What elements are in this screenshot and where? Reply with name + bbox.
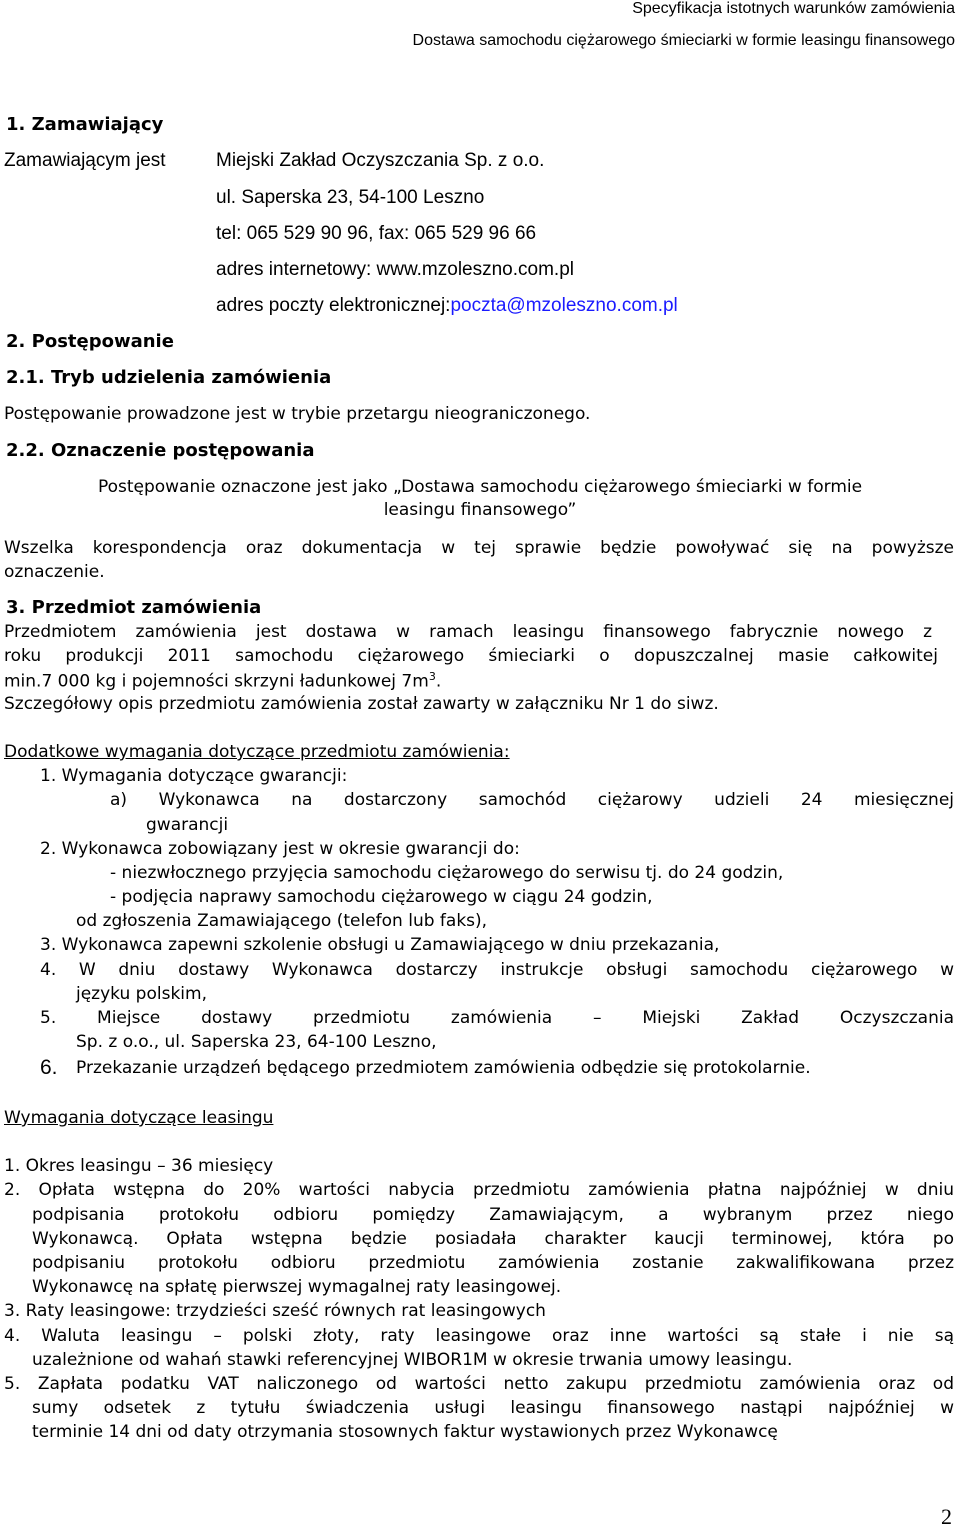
procedure-name-line1: Postępowanie oznaczone jest jako „Dostawa samochodu ciężarowego śmieciarki w formie [97, 477, 863, 497]
extra-item-4: 4. W dniu dostawy Wykonawca dostarczy instrukcje obsługi samochodu ciężarowego w [40, 960, 954, 980]
header-subtitle: Dostawa samochodu ciężarowego śmieciarki w formie leasingu finansowego [412, 32, 955, 49]
leasing-item-4-line2: uzależnione od wahań stawki referencyjnej WIBOR1M w okresie trwania umowy leasingu. [32, 1350, 793, 1370]
header-title: Specyfikacja istotnych warunków zamówienia [632, 0, 955, 17]
extra-item-2a: - niezwłocznego przyjęcia samochodu ciężarowego do serwisu tj. do 24 godzin, [110, 863, 784, 883]
leasing-item-2: 2. Opłata wstępna do 20% wartości nabycia przedmiotu zamówienia płatna najpóźniej w dniu [4, 1180, 954, 1200]
orderer-address: ul. Saperska 23, 54-100 Leszno [216, 187, 485, 208]
leasing-item-3: 3. Raty leasingowe: trzydzieści sześć równych rat leasingowych [4, 1301, 546, 1321]
section-3-heading: 3. Przedmiot zamówienia [6, 597, 262, 618]
correspondence-line1: Wszelka korespondencja oraz dokumentacja w tej sprawie będzie powoływać się na powyższe [4, 538, 954, 558]
section-2-1-text: Postępowanie prowadzone jest w trybie przetargu nieograniczonego. [4, 404, 591, 424]
section-2-1-heading: 2.1. Tryb udzielenia zamówienia [6, 367, 332, 388]
extra-item-1a-cont: gwarancji [146, 815, 229, 835]
leasing-item-2-line4: podpisaniu protokołu odbioru przedmiotu zamówienia zostanie zakwalifikowana przez [32, 1253, 954, 1273]
email-link[interactable]: poczta@mzoleszno.com.pl [450, 295, 678, 316]
extra-item-6: Przekazanie urządzeń będącego przedmiotem zamówienia odbędzie się protokolarnie. [76, 1058, 811, 1078]
extra-requirements-heading: Dodatkowe wymagania dotyczące przedmiotu zamówienia: [4, 742, 510, 762]
extra-item-2b: - podjęcia naprawy samochodu ciężarowego w ciągu 24 godzin, [110, 887, 653, 907]
orderer-label: Zamawiającym jest [4, 150, 166, 171]
subject-line4: Szczegółowy opis przedmiotu zamówienia został zawarty w załączniku Nr 1 do siwz. [4, 694, 719, 714]
leasing-item-2-line2: podpisania protokołu odbioru pomiędzy Zamawiającym, a wybranym przez niego [32, 1205, 954, 1225]
extra-item-3: 3. Wykonawca zapewni szkolenie obsługi u Zamawiającego w dniu przekazania, [40, 935, 720, 955]
extra-item-1: 1. Wymagania dotyczące gwarancji: [40, 766, 348, 786]
leasing-item-5-line2: sumy odsetek z tytułu świadczenia usługi leasingu finansowego nastąpi najpóźniej w [32, 1398, 954, 1418]
extra-item-5-cont: Sp. z o.o., ul. Saperska 23, 64-100 Leszno, [76, 1032, 437, 1052]
orderer-phone: tel: 065 529 90 96, fax: 065 529 96 66 [216, 223, 537, 244]
leasing-item-1: 1. Okres leasingu – 36 miesięcy [4, 1156, 274, 1176]
procedure-name-line2: leasingu finansowego” [383, 500, 577, 520]
extra-item-6-number: 6. [40, 1056, 58, 1079]
leasing-item-5: 5. Zapłata podatku VAT naliczonego od wartości netto zakupu przedmiotu zamówienia oraz od [4, 1374, 954, 1394]
leasing-item-4: 4. Waluta leasingu – polski złoty, raty leasingowe oraz inne wartości są stałe i nie są [4, 1326, 954, 1346]
extra-item-2: 2. Wykonawca zobowiązany jest w okresie gwarancji do: [40, 839, 520, 859]
section-1-heading: 1. Zamawiający [6, 114, 164, 135]
section-2-heading: 2. Postępowanie [6, 331, 174, 352]
orderer-web: adres internetowy: www.mzoleszno.com.pl [216, 259, 574, 280]
subject-line3: min.7 000 kg i pojemności skrzyni ładunkowej $7m^3$. [4, 670, 442, 692]
email-label: adres poczty elektronicznej: [216, 295, 451, 316]
page-number: 2 [941, 1504, 952, 1529]
leasing-item-2-line3: Wykonawcą. Opłata wstępna będzie posiadała charakter kaucji terminowej, która po [32, 1229, 954, 1249]
leasing-heading: Wymagania dotyczące leasingu [4, 1108, 274, 1128]
orderer-name: Miejski Zakład Oczyszczania Sp. z o.o. [216, 150, 545, 171]
extra-item-1a: a) Wykonawca na dostarczony samochód ciężarowy udzieli 24 miesięcznej [110, 790, 954, 810]
leasing-item-2-line5: Wykonawcę na spłatę pierwszej wymagalnej raty leasingowej. [32, 1277, 562, 1297]
orderer-email-row [216, 295, 678, 317]
extra-item-4-cont: języku polskim, [76, 984, 207, 1004]
subject-line2: roku produkcji 2011 samochodu ciężarowego śmieciarki o dopuszczalnej masie całkowitej [4, 646, 938, 666]
section-2-2-heading: 2.2. Oznaczenie postępowania [6, 440, 315, 461]
correspondence-line2: oznaczenie. [4, 562, 105, 582]
leasing-item-5-line3: terminie 14 dni od daty otrzymania stosownych faktur wystawionych przez Wykonawcę [32, 1422, 778, 1442]
extra-item-5: 5. Miejsce dostawy przedmiotu zamówienia – Miejski Zakład Oczyszczania [40, 1008, 954, 1028]
extra-item-2c: od zgłoszenia Zamawiającego (telefon lub faks), [76, 911, 488, 931]
subject-line1: Przedmiotem zamówienia jest dostawa w ramach leasingu finansowego fabrycznie nowego z [4, 622, 932, 642]
